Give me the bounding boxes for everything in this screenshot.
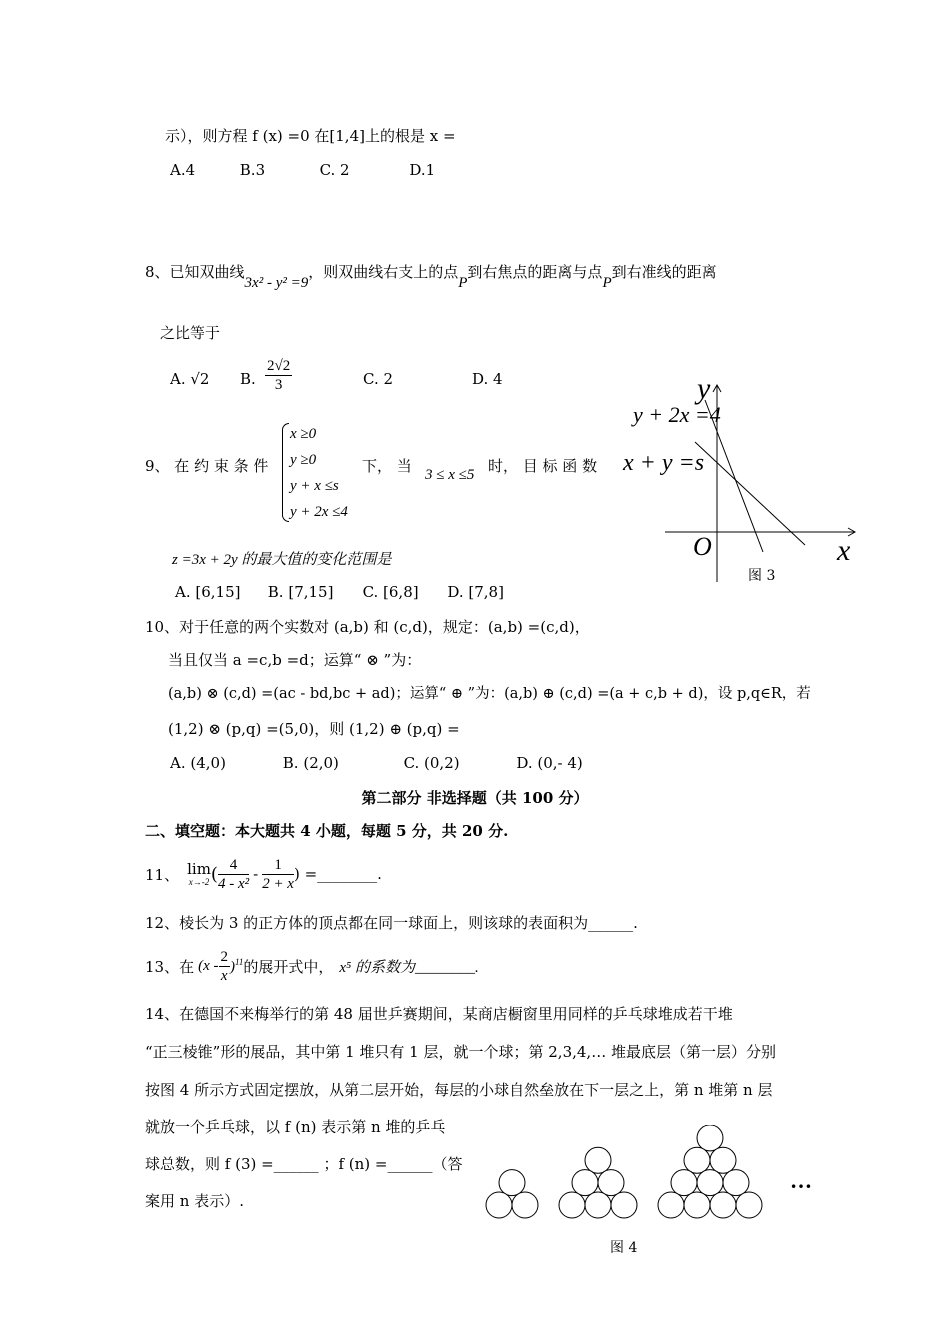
- q9-constraint-2: y ≥0: [290, 452, 317, 468]
- x-axis-label: x: [837, 534, 851, 567]
- q9-mid: 下， 当: [362, 457, 412, 475]
- q8-option-d: D. 4: [472, 370, 503, 388]
- q9-options: [175, 582, 504, 602]
- part2-section-heading: 二、填空题：本大题共 4 小题，每题 5 分，共 20 分.: [145, 822, 509, 840]
- q9-option-d: D. [7,8]: [447, 583, 504, 601]
- figure-3-caption: 图 3: [748, 568, 776, 584]
- q8-equation: 3x² - y² =9: [244, 275, 309, 291]
- q11: 11、 lim x→-2 ( $\frac{4}{\text{4 - x²}}$ - $\frac{1}{2 + x}$ ) =________.: [145, 856, 382, 892]
- q9-option-a: A. [6,15]: [175, 583, 241, 601]
- q8-mid2: 到右焦点的距离与点: [467, 263, 603, 281]
- ball: [697, 1170, 723, 1196]
- q13-mid: 的展开式中，: [243, 957, 334, 976]
- q13-post: x⁵ 的系数为________.: [339, 959, 479, 976]
- q8-line2: 之比等于: [160, 324, 221, 342]
- q8-line1: [145, 262, 717, 291]
- q10-option-b: B. (2,0): [282, 754, 339, 772]
- q11-fraction-2: $\frac{1}{2 + x}$: [262, 856, 294, 892]
- q12-text: 12、棱长为 3 的正方体的顶点都在同一球面上，则该球的表面积为______.: [145, 914, 638, 932]
- ball: [512, 1192, 538, 1218]
- q14-line3: 按图 4 所示方式固定摆放，从第二层开始，每层的小球自然垒放在下一层之上，第 n 堆第 n 层: [145, 1081, 773, 1099]
- q10-line4: (1,2) ⊗ (p,q) =(5,0)，则 (1,2) ⊕ (p,q) =: [168, 720, 460, 738]
- q9-constraint-3: y + x ≤s: [290, 478, 339, 494]
- q8-option-a: A. √2: [170, 370, 210, 388]
- q8-mid: ，则双曲线右支上的点: [308, 263, 459, 281]
- ball: [486, 1192, 512, 1218]
- q11-minus: -: [253, 865, 259, 883]
- q7-option-c: C. 2: [319, 161, 350, 179]
- q10-line3: (a,b) ⊗ (c,d) =(ac - bd,bc + ad)；运算“ ⊕ ”为：(a,b) ⊕ (c,d) =(a + c,b + d)，设 p,q∈R，若: [168, 686, 811, 702]
- ball: [684, 1192, 710, 1218]
- ball: [499, 1170, 525, 1196]
- line-b-label: x + y =s: [623, 450, 705, 476]
- ball: [598, 1170, 624, 1196]
- q13: 13、在 (x - $\frac{2}{x}$ )$^{11}$ 的展开式中， x⁵ 的系数为________.: [145, 948, 479, 984]
- q8-option-b-label: B.: [240, 370, 256, 388]
- q11-prefix: 11、: [145, 865, 180, 884]
- q10-option-a: A. (4,0): [170, 754, 226, 772]
- q13-prefix: 13、在: [145, 957, 195, 976]
- q9-post: 时， 目 标 函 数: [488, 457, 598, 475]
- q8-option-c: C. 2: [363, 370, 394, 388]
- q8-post: 到右准线的距离: [611, 263, 717, 281]
- q9-constraint-1: x ≥0: [290, 426, 317, 442]
- q14-line5: 球总数，则 f (3) =______ ；f (n) =______（答: [145, 1155, 463, 1173]
- ball: [585, 1192, 611, 1218]
- ball: [559, 1192, 585, 1218]
- q8-point-p: P: [458, 275, 468, 291]
- q7-option-b: B.3: [239, 161, 266, 179]
- q9-prefix: 9、 在 约 束 条 件: [145, 457, 269, 475]
- y-axis-label: y: [697, 372, 711, 405]
- ball: [671, 1170, 697, 1196]
- figure-4-ellipsis: …: [790, 1168, 812, 1193]
- q9-constraint-4: y + 2x ≤4: [290, 504, 348, 520]
- ball: [723, 1170, 749, 1196]
- q10-line1: 10、对于任意的两个实数对 (a,b) 和 (c,d)，规定：(a,b) =(c,d)，: [145, 618, 590, 636]
- pyramid-4: [658, 1125, 762, 1218]
- line-a-label: y + 2x =4: [633, 402, 721, 427]
- q10-line2: 当且仅当 a =c,b =d；运算“ ⊗ ”为：: [168, 651, 422, 669]
- q9-option-b: B. [7,15]: [267, 583, 334, 601]
- figure-4-caption: 图 4: [610, 1240, 638, 1256]
- ball: [736, 1192, 762, 1218]
- q9-line2: z =3x + 2y 的最大值的变化范围是: [172, 552, 392, 568]
- part2-title: 第二部分 非选择题（共 100 分）: [361, 789, 589, 807]
- figure-4-ball-pyramids: [480, 1125, 820, 1225]
- q7-option-d: D.1: [409, 161, 436, 179]
- q11-post: ) =________.: [293, 865, 382, 883]
- ball: [611, 1192, 637, 1218]
- q11-limit: lim x→-2: [187, 860, 211, 887]
- q9-option-c: C. [6,8]: [362, 583, 419, 601]
- q8-point-p2: P: [602, 275, 612, 291]
- origin-label: O: [693, 532, 712, 561]
- ball: [710, 1147, 736, 1173]
- ball: [585, 1147, 611, 1173]
- q8-option-b-fraction: $\frac{2√2}{3}$: [267, 358, 291, 393]
- pyramid-2: [486, 1170, 538, 1218]
- q11-fraction-1: $\frac{4}{\text{4 - x²}}$: [217, 856, 250, 892]
- ball: [697, 1125, 723, 1151]
- q10-option-d: D. (0,- 4): [516, 754, 583, 772]
- q14-line6: 案用 n 表示）.: [145, 1192, 244, 1210]
- q10-option-c: C. (0,2): [403, 754, 460, 772]
- q7-options: [170, 160, 435, 180]
- figure-3-graph: [615, 370, 875, 585]
- q14-line4: 就放一个乒乓球，以 f (n) 表示第 n 堆的乒乓: [145, 1118, 446, 1136]
- ball: [658, 1192, 684, 1218]
- line-x-plus-y: [695, 442, 805, 545]
- q14-line2: “正三棱锥”形的展品，其中第 1 堆只有 1 层，就一个球；第 2,3,4,… 堆最底层（第一层）分别: [145, 1043, 776, 1061]
- q7-text: 示），则方程 f (x) =0 在[1,4]上的根是 x =: [165, 127, 456, 145]
- q13-fraction: $\frac{2}{x}$: [220, 948, 228, 984]
- q9-brace: [282, 423, 289, 522]
- q10-options: [170, 753, 583, 773]
- ball: [710, 1192, 736, 1218]
- q9-condition: 3 ≤ x ≤5: [425, 467, 475, 483]
- q8-prefix: 8、已知双曲线: [145, 263, 245, 281]
- q7-option-a: A.4: [170, 161, 196, 179]
- pyramid-3: [559, 1147, 637, 1218]
- q14-line1: 14、在德国不来梅举行的第 48 届世乒赛期间，某商店橱窗里用同样的乒乓球堆成若干堆: [145, 1005, 733, 1023]
- ball: [684, 1147, 710, 1173]
- ball: [572, 1170, 598, 1196]
